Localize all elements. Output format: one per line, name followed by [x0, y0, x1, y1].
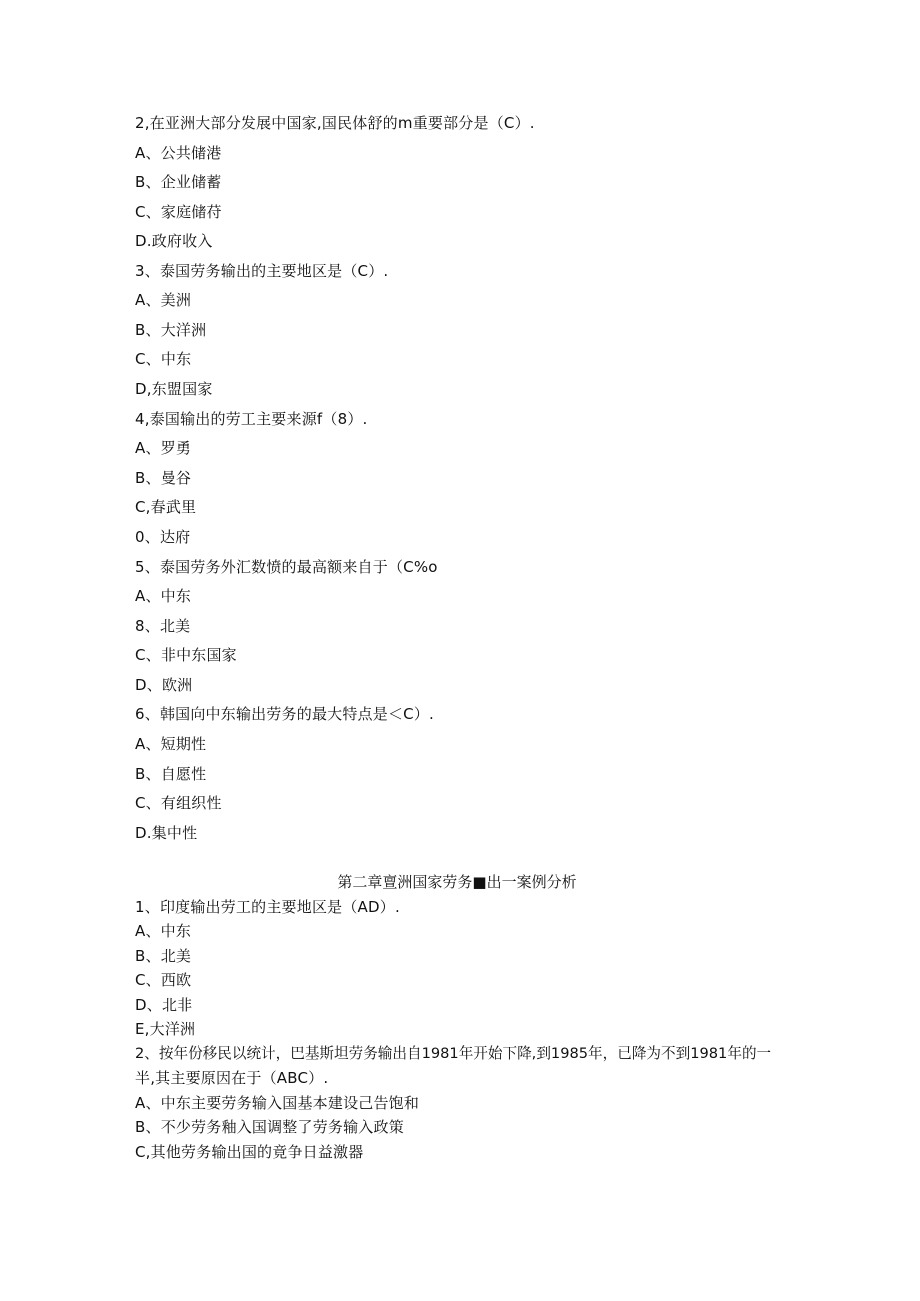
question-2-part1: 2、按年份移民以统计，巴基斯坦劳务输出自1981年开始下降,到1985年，已降为不到1981年的一: [135, 1045, 772, 1062]
option-line: B、企业储蓄: [135, 173, 222, 191]
option-line: C、非中东国家: [135, 646, 237, 664]
option-line: B、不少劳务釉入国调整了劳务输入政策: [135, 1118, 404, 1136]
option-line: D,东盟国家: [135, 380, 213, 398]
option-line: C、家庭储苻: [135, 203, 222, 221]
option-line: A、中东: [135, 922, 192, 940]
option-line: C、有组织性: [135, 794, 222, 812]
question-1: 1、印度输出劳工的主要地区是（AD）.: [135, 898, 400, 916]
chapter-title-wrapper: [0, 872, 920, 892]
option-line: E,大洋洲: [135, 1020, 196, 1038]
option-line: C、西欧: [135, 971, 192, 989]
option-line: D.政府收入: [135, 232, 213, 250]
option-line: D、欧洲: [135, 676, 193, 694]
option-line: B、北美: [135, 947, 192, 965]
option-line: A、美洲: [135, 291, 192, 309]
option-line: 0、达府: [135, 528, 191, 546]
option-line: C,春武里: [135, 498, 197, 516]
option-line: A、罗勇: [135, 439, 192, 457]
chapter-title: 第二章亶洲国家劳务■出一案例分析: [337, 873, 577, 891]
option-line: B、曼谷: [135, 469, 192, 487]
question-2: 2,在亚洲大部分发展中国家,国民体舒的m重要部分是（C）.: [135, 114, 535, 132]
option-line: C,其他劳务输出国的竟争日益激器: [135, 1143, 364, 1161]
option-line: A、短期性: [135, 735, 207, 753]
option-line: B、自愿性: [135, 765, 207, 783]
option-line: B、大洋洲: [135, 321, 207, 339]
option-line: A、中东: [135, 587, 192, 605]
question-3: 3、泰国劳务输出的主要地区是（C）.: [135, 262, 389, 280]
question-2-part2: 半,其主要原因在于（ABC）.: [135, 1069, 329, 1087]
option-line: D.集中性: [135, 824, 198, 842]
option-line: 8、北美: [135, 617, 191, 635]
option-line: D、北非: [135, 996, 193, 1014]
option-line: A、中东主要劳务输入国基本建设己告饱和: [135, 1094, 420, 1112]
question-5: 5、泰国劳务外汇数愤的最高额来自于（C%o: [135, 558, 438, 576]
option-line: C、中东: [135, 350, 192, 368]
option-line: A、公共储港: [135, 144, 222, 162]
question-4: 4,泰国输出的劳工主要来源f（8）.: [135, 410, 368, 428]
question-6: 6、韩国向中东输出劳务的最大特点是＜C）.: [135, 705, 434, 723]
